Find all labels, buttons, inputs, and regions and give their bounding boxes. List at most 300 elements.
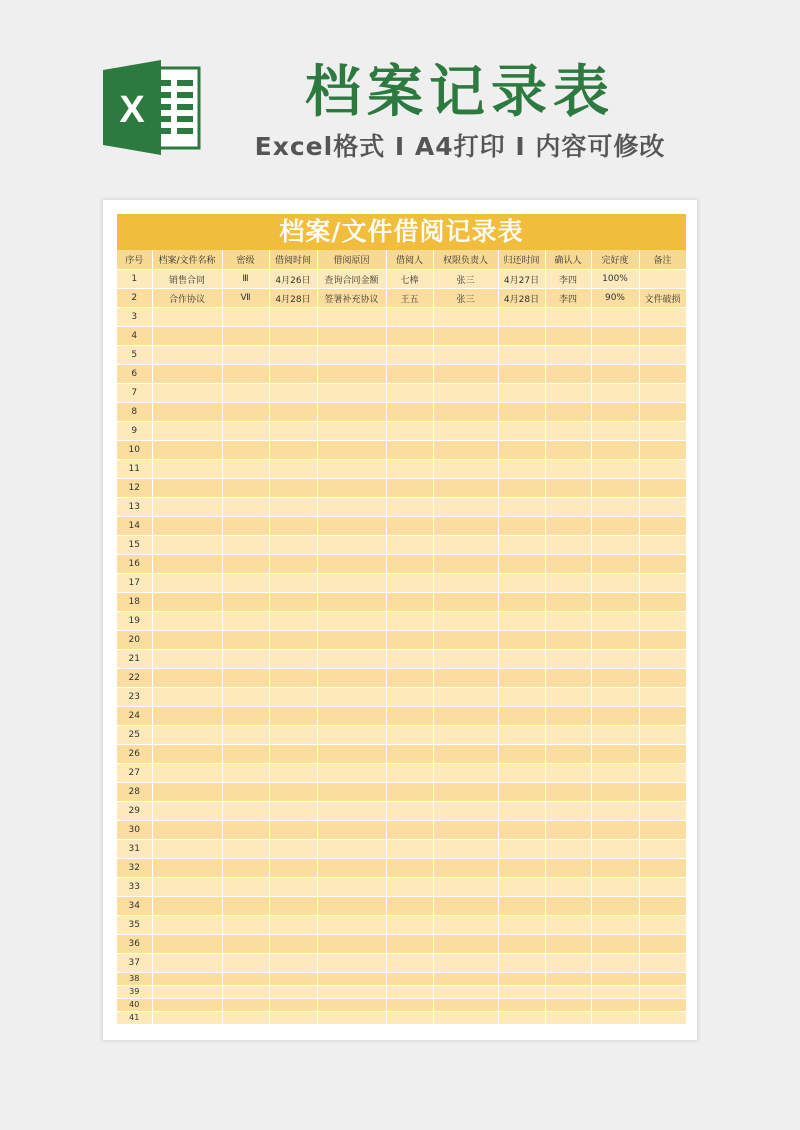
table-cell[interactable] [386,707,433,726]
table-cell[interactable] [639,650,686,669]
row-number-cell[interactable]: 7 [117,384,152,403]
table-cell[interactable] [222,384,269,403]
table-cell[interactable]: 七棒 [386,270,433,289]
table-cell[interactable]: 4月26日 [269,270,317,289]
table-cell[interactable] [498,460,545,479]
row-number-cell[interactable]: 33 [117,878,152,897]
table-cell[interactable] [386,460,433,479]
table-cell[interactable] [545,878,591,897]
row-number-cell[interactable]: 18 [117,593,152,612]
table-cell[interactable] [639,986,686,999]
row-number-cell[interactable]: 8 [117,403,152,422]
table-cell[interactable] [317,479,386,498]
table-cell[interactable] [639,555,686,574]
table-cell[interactable] [433,403,498,422]
table-cell[interactable] [639,365,686,384]
table-cell[interactable] [317,574,386,593]
table-cell[interactable] [317,460,386,479]
table-cell[interactable]: 100% [591,270,639,289]
table-cell[interactable] [545,802,591,821]
table-cell[interactable] [639,745,686,764]
table-cell[interactable] [222,346,269,365]
table-cell[interactable] [222,916,269,935]
row-number-cell[interactable]: 19 [117,612,152,631]
row-number-cell[interactable]: 25 [117,726,152,745]
table-cell[interactable] [433,878,498,897]
table-cell[interactable] [545,859,591,878]
table-cell[interactable] [498,1012,545,1025]
row-number-cell[interactable]: 11 [117,460,152,479]
table-cell[interactable] [498,878,545,897]
table-cell[interactable] [639,498,686,517]
table-cell[interactable] [545,308,591,327]
table-cell[interactable] [433,707,498,726]
table-cell[interactable] [317,986,386,999]
table-cell[interactable] [591,783,639,802]
table-cell[interactable] [433,821,498,840]
table-cell[interactable] [545,479,591,498]
table-cell[interactable] [317,555,386,574]
table-cell[interactable] [386,821,433,840]
row-number-cell[interactable]: 40 [117,999,152,1012]
table-cell[interactable] [386,897,433,916]
table-cell[interactable] [591,403,639,422]
row-number-cell[interactable]: 28 [117,783,152,802]
table-cell[interactable] [591,498,639,517]
table-cell[interactable] [498,954,545,973]
table-cell[interactable] [433,441,498,460]
table-cell[interactable] [386,745,433,764]
table-cell[interactable] [269,517,317,536]
table-cell[interactable] [317,403,386,422]
table-cell[interactable] [222,783,269,802]
table-cell[interactable] [545,707,591,726]
table-cell[interactable] [639,631,686,650]
table-cell[interactable] [433,422,498,441]
table-cell[interactable] [269,479,317,498]
row-number-cell[interactable]: 29 [117,802,152,821]
table-cell[interactable] [152,726,222,745]
table-cell[interactable]: 李四 [545,270,591,289]
table-cell[interactable] [152,916,222,935]
row-number-cell[interactable]: 36 [117,935,152,954]
table-cell[interactable]: 90% [591,289,639,308]
table-cell[interactable] [639,802,686,821]
table-cell[interactable] [152,460,222,479]
table-cell[interactable] [386,327,433,346]
table-cell[interactable] [269,574,317,593]
table-cell[interactable] [269,859,317,878]
row-number-cell[interactable]: 39 [117,986,152,999]
table-cell[interactable] [317,517,386,536]
table-cell[interactable] [545,986,591,999]
table-cell[interactable] [545,593,591,612]
table-cell[interactable] [269,460,317,479]
table-cell[interactable] [591,973,639,986]
table-cell[interactable] [152,555,222,574]
table-cell[interactable] [433,574,498,593]
table-cell[interactable] [433,498,498,517]
row-number-cell[interactable]: 9 [117,422,152,441]
row-number-cell[interactable]: 24 [117,707,152,726]
table-cell[interactable] [498,935,545,954]
table-cell[interactable] [639,346,686,365]
table-cell[interactable] [386,802,433,821]
table-cell[interactable] [498,707,545,726]
table-cell[interactable] [545,555,591,574]
table-cell[interactable] [433,365,498,384]
table-cell[interactable] [222,745,269,764]
row-number-cell[interactable]: 38 [117,973,152,986]
table-cell[interactable] [498,764,545,783]
table-cell[interactable] [222,460,269,479]
table-cell[interactable] [269,840,317,859]
table-cell[interactable] [498,973,545,986]
table-cell[interactable] [639,327,686,346]
table-cell[interactable] [386,840,433,859]
table-cell[interactable] [317,688,386,707]
table-cell[interactable] [591,840,639,859]
table-cell[interactable] [386,650,433,669]
table-cell[interactable] [152,403,222,422]
table-cell[interactable] [433,897,498,916]
table-cell[interactable] [591,897,639,916]
row-number-cell[interactable]: 21 [117,650,152,669]
table-cell[interactable] [433,517,498,536]
table-cell[interactable] [269,973,317,986]
table-cell[interactable] [222,999,269,1012]
row-number-cell[interactable]: 3 [117,308,152,327]
table-cell[interactable] [591,327,639,346]
table-cell[interactable] [639,999,686,1012]
table-cell[interactable] [591,365,639,384]
table-cell[interactable] [269,612,317,631]
table-cell[interactable] [269,897,317,916]
table-cell[interactable]: Ⅶ [222,289,269,308]
table-cell[interactable] [222,308,269,327]
table-cell[interactable] [152,422,222,441]
table-cell[interactable]: 4月27日 [498,270,545,289]
table-cell[interactable] [498,688,545,707]
table-cell[interactable] [433,669,498,688]
table-cell[interactable] [498,986,545,999]
row-number-cell[interactable]: 26 [117,745,152,764]
table-cell[interactable] [433,536,498,555]
table-cell[interactable] [545,650,591,669]
table-cell[interactable] [591,688,639,707]
table-cell[interactable] [498,403,545,422]
table-cell[interactable] [639,384,686,403]
table-cell[interactable] [498,498,545,517]
table-cell[interactable] [152,327,222,346]
table-cell[interactable] [591,517,639,536]
table-cell[interactable] [433,593,498,612]
table-cell[interactable] [317,365,386,384]
table-cell[interactable] [545,498,591,517]
row-number-cell[interactable]: 27 [117,764,152,783]
table-cell[interactable] [433,1012,498,1025]
table-cell[interactable] [152,441,222,460]
table-cell[interactable] [639,859,686,878]
row-number-cell[interactable]: 6 [117,365,152,384]
table-cell[interactable] [545,460,591,479]
table-cell[interactable] [498,593,545,612]
table-cell[interactable] [433,726,498,745]
table-cell[interactable] [269,1012,317,1025]
table-cell[interactable] [152,517,222,536]
table-cell[interactable] [269,688,317,707]
table-cell[interactable] [269,346,317,365]
table-cell[interactable] [317,764,386,783]
table-cell[interactable] [222,612,269,631]
table-cell[interactable] [545,973,591,986]
table-cell[interactable] [433,973,498,986]
table-cell[interactable] [269,821,317,840]
table-cell[interactable] [639,612,686,631]
row-number-cell[interactable]: 32 [117,859,152,878]
table-cell[interactable] [317,536,386,555]
table-cell[interactable] [433,308,498,327]
table-cell[interactable] [269,726,317,745]
row-number-cell[interactable]: 2 [117,289,152,308]
table-cell[interactable] [222,365,269,384]
table-cell[interactable] [317,327,386,346]
table-cell[interactable] [498,517,545,536]
table-cell[interactable] [222,498,269,517]
table-cell[interactable] [152,859,222,878]
table-cell[interactable]: 签署补充协议 [317,289,386,308]
table-cell[interactable] [498,802,545,821]
row-number-cell[interactable]: 5 [117,346,152,365]
table-cell[interactable] [317,916,386,935]
row-number-cell[interactable]: 37 [117,954,152,973]
table-cell[interactable] [317,726,386,745]
table-cell[interactable] [639,878,686,897]
table-cell[interactable] [386,916,433,935]
table-cell[interactable] [152,669,222,688]
table-cell[interactable] [433,802,498,821]
table-cell[interactable] [386,935,433,954]
table-cell[interactable] [222,536,269,555]
table-cell[interactable] [152,365,222,384]
table-cell[interactable] [269,422,317,441]
table-cell[interactable] [591,764,639,783]
table-cell[interactable] [591,707,639,726]
table-cell[interactable] [222,821,269,840]
table-cell[interactable] [317,745,386,764]
table-cell[interactable] [591,821,639,840]
table-cell[interactable] [386,669,433,688]
table-cell[interactable] [222,802,269,821]
table-cell[interactable] [639,270,686,289]
table-cell[interactable] [386,498,433,517]
table-cell[interactable] [639,517,686,536]
table-cell[interactable] [269,403,317,422]
table-cell[interactable]: 查询合同金额 [317,270,386,289]
table-cell[interactable]: 4月28日 [269,289,317,308]
table-cell[interactable] [498,384,545,403]
table-cell[interactable] [639,460,686,479]
table-cell[interactable] [317,384,386,403]
table-cell[interactable] [317,707,386,726]
table-cell[interactable] [498,840,545,859]
table-cell[interactable] [222,479,269,498]
table-cell[interactable] [433,764,498,783]
table-cell[interactable] [222,726,269,745]
table-cell[interactable] [433,859,498,878]
table-cell[interactable] [591,726,639,745]
table-cell[interactable] [498,327,545,346]
table-cell[interactable] [433,650,498,669]
table-cell[interactable] [269,593,317,612]
table-cell[interactable] [545,954,591,973]
table-cell[interactable] [545,365,591,384]
table-cell[interactable] [498,726,545,745]
table-cell[interactable] [222,327,269,346]
table-cell[interactable] [269,783,317,802]
row-number-cell[interactable]: 1 [117,270,152,289]
table-cell[interactable] [317,1012,386,1025]
table-cell[interactable] [591,346,639,365]
table-cell[interactable] [222,688,269,707]
table-cell[interactable] [317,498,386,517]
table-cell[interactable] [317,783,386,802]
table-cell[interactable] [498,745,545,764]
table-cell[interactable] [545,999,591,1012]
table-cell[interactable] [317,878,386,897]
table-cell[interactable] [433,479,498,498]
table-cell[interactable] [545,612,591,631]
table-cell[interactable] [386,631,433,650]
table-cell[interactable]: 王五 [386,289,433,308]
table-cell[interactable] [386,555,433,574]
table-cell[interactable] [386,517,433,536]
table-cell[interactable] [152,479,222,498]
table-cell[interactable] [545,897,591,916]
table-cell[interactable] [317,840,386,859]
table-cell[interactable]: 合作协议 [152,289,222,308]
table-cell[interactable] [152,821,222,840]
table-cell[interactable] [639,840,686,859]
table-cell[interactable] [222,878,269,897]
table-cell[interactable] [317,346,386,365]
table-cell[interactable] [222,897,269,916]
table-cell[interactable] [433,999,498,1012]
table-cell[interactable] [498,916,545,935]
table-cell[interactable] [152,954,222,973]
table-cell[interactable] [639,422,686,441]
table-cell[interactable] [433,612,498,631]
table-cell[interactable] [591,669,639,688]
table-cell[interactable] [269,365,317,384]
table-cell[interactable]: 李四 [545,289,591,308]
table-cell[interactable] [433,954,498,973]
table-cell[interactable] [386,612,433,631]
table-cell[interactable] [152,346,222,365]
table-cell[interactable] [591,650,639,669]
table-cell[interactable] [639,669,686,688]
table-cell[interactable] [386,593,433,612]
table-cell[interactable] [433,327,498,346]
table-cell[interactable] [152,840,222,859]
row-number-cell[interactable]: 20 [117,631,152,650]
table-cell[interactable] [433,631,498,650]
table-cell[interactable] [269,669,317,688]
table-cell[interactable] [222,441,269,460]
table-cell[interactable] [317,954,386,973]
table-cell[interactable] [269,802,317,821]
table-cell[interactable] [498,308,545,327]
table-cell[interactable] [591,441,639,460]
table-cell[interactable] [386,536,433,555]
table-cell[interactable] [222,650,269,669]
table-cell[interactable] [269,441,317,460]
table-cell[interactable] [317,859,386,878]
table-cell[interactable] [152,593,222,612]
table-cell[interactable] [152,612,222,631]
table-cell[interactable] [269,498,317,517]
row-number-cell[interactable]: 16 [117,555,152,574]
table-cell[interactable] [591,935,639,954]
table-cell[interactable] [152,973,222,986]
table-cell[interactable] [222,1012,269,1025]
table-cell[interactable] [269,916,317,935]
table-cell[interactable] [152,498,222,517]
table-cell[interactable] [269,631,317,650]
table-cell[interactable] [386,346,433,365]
row-number-cell[interactable]: 35 [117,916,152,935]
table-cell[interactable] [639,935,686,954]
table-cell[interactable] [152,999,222,1012]
table-cell[interactable] [639,821,686,840]
table-cell[interactable] [545,536,591,555]
row-number-cell[interactable]: 13 [117,498,152,517]
table-cell[interactable] [433,916,498,935]
table-cell[interactable] [152,308,222,327]
row-number-cell[interactable]: 4 [117,327,152,346]
table-cell[interactable] [317,802,386,821]
table-cell[interactable] [386,1012,433,1025]
table-cell[interactable] [498,422,545,441]
table-cell[interactable] [591,612,639,631]
row-number-cell[interactable]: 41 [117,1012,152,1025]
table-cell[interactable] [269,707,317,726]
table-cell[interactable] [545,1012,591,1025]
table-cell[interactable] [498,365,545,384]
table-cell[interactable] [591,878,639,897]
table-cell[interactable] [152,384,222,403]
table-cell[interactable] [152,935,222,954]
table-cell[interactable] [433,688,498,707]
table-cell[interactable] [498,859,545,878]
table-cell[interactable] [591,536,639,555]
table-cell[interactable] [222,593,269,612]
table-cell[interactable] [386,308,433,327]
table-cell[interactable] [222,707,269,726]
table-cell[interactable] [591,999,639,1012]
row-number-cell[interactable]: 14 [117,517,152,536]
table-cell[interactable] [222,840,269,859]
table-cell[interactable] [591,631,639,650]
table-cell[interactable] [269,384,317,403]
table-cell[interactable] [498,479,545,498]
table-cell[interactable] [498,536,545,555]
table-cell[interactable] [222,859,269,878]
row-number-cell[interactable]: 15 [117,536,152,555]
table-cell[interactable] [222,574,269,593]
table-cell[interactable] [386,954,433,973]
table-cell[interactable] [222,764,269,783]
